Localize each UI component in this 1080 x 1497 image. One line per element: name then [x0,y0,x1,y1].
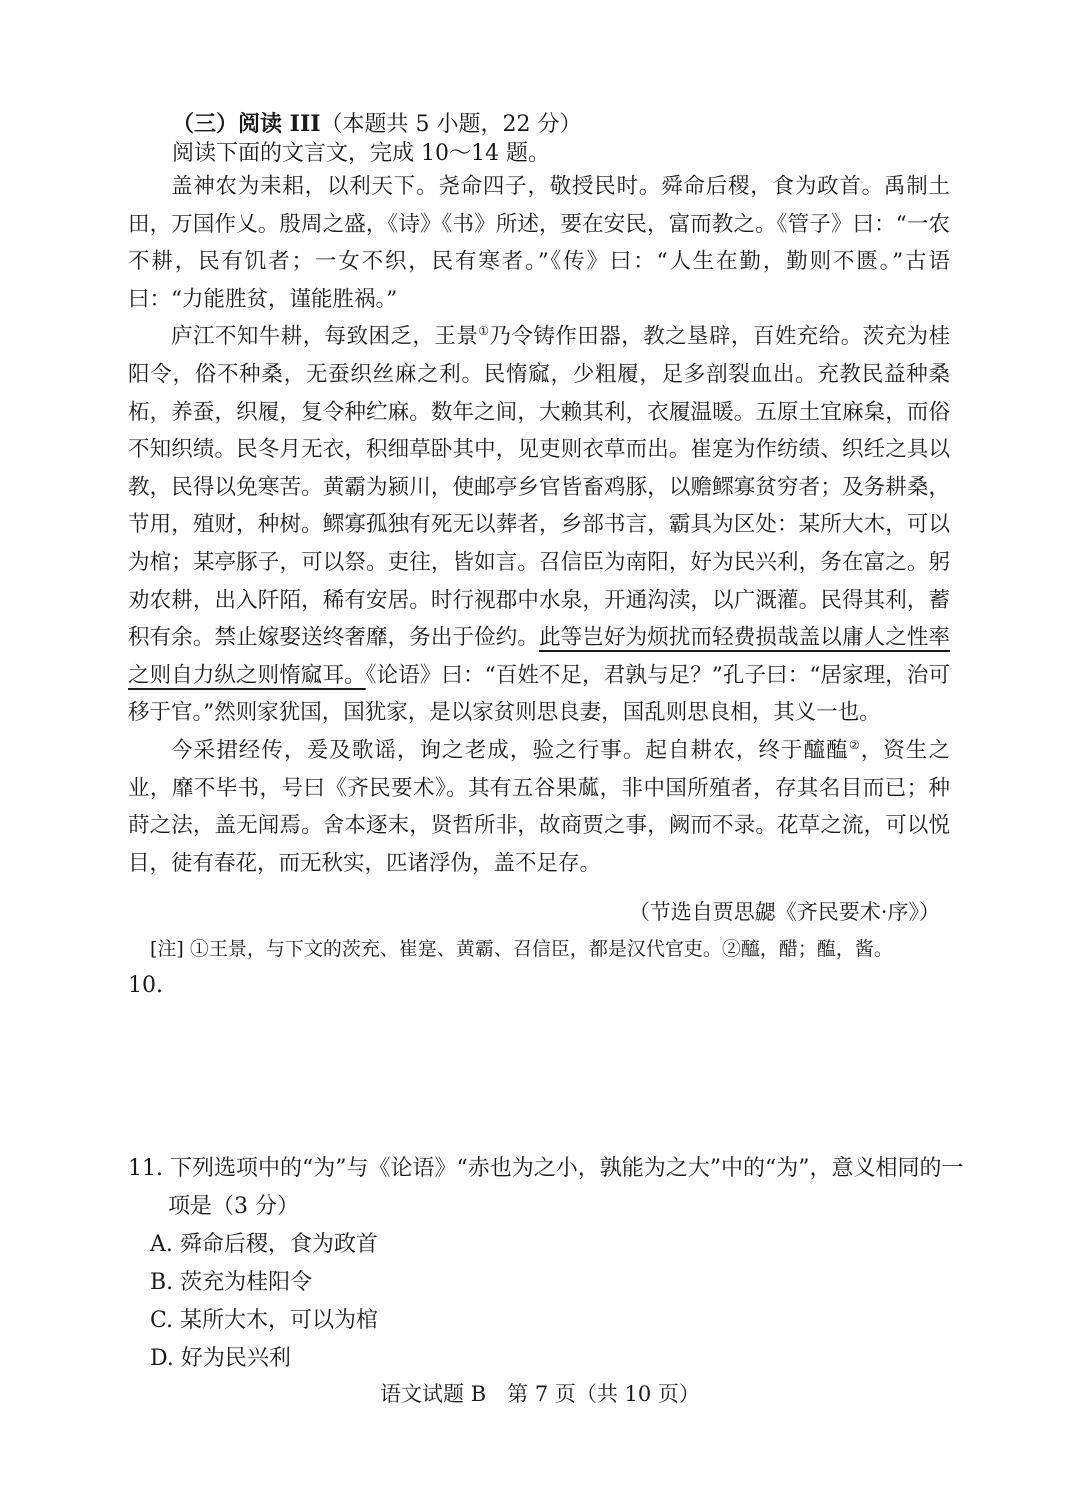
reading-instruction: 阅读下面的文言文，完成 10～14 题。 [172,141,550,166]
classical-chinese-passage [128,168,950,882]
question-11-stem-line-2: 项是（3 分） [168,1194,299,1219]
passage-paragraph-3-text-b: ，资生之业，靡不毕书，号曰《齐民要术》。其有五谷果蓏，非中国所殖者，存其名目而已；种莳之法，盖无闻焉。舍本逐末，贤哲所非，故商贾之事，阙而不录。花草之流，可以悦目，徒有春花，而无秋实，匹诸浮伪，盖不足存。 [128,737,950,876]
passage-paragraph-2-text-a: 庐江不知牛耕，每致困乏，王景 [171,324,479,350]
underlined-sentence: 此等岂好为烦扰而轻费损哉盖以庸人之性率之则自力纵之则惰窳耳。 [128,625,950,688]
question-10-number: 10. [128,973,163,998]
section-heading [172,108,582,141]
page-footer: 语文试题 B 第 7 页（共 10 页） [380,1382,700,1406]
footnote: [注] ①王景，与下文的茨充、崔寔、黄霸、召信臣，都是汉代官吏。②醯，醋；醢，酱。 [150,938,893,960]
question-11-stem-line-1: 11. 下列选项中的“为”与《论语》“赤也为之小，孰能为之大”中的“为”，意义相同的一 [128,1156,964,1181]
section-meta: （本题共 5 小题，22 分） [320,112,582,137]
section-part-label: （三）阅读 III [172,111,321,137]
passage-paragraph-2-text-c: 《论语》曰：“百姓不足，君孰与足？”孔子曰：“居家理，治可移于官。”然则家犹国，国犹家，是以家贫则思良妻，国乱则思良相，其义一也。 [128,662,950,726]
passage-paragraph-2-text-b: 乃令铸作田器，教之垦辟，百姓充给。茨充为桂阳令，俗不种桑，无蚕织丝麻之利。民惰窳，少粗履，足多剖裂血出。充教民益种桑柘，养蚕，织履，复令种纻麻。数年之间，大赖其利，衣履温暖。五原土宜麻枲，而俗不知织绩。民冬月无衣，积细草卧其中，见吏则衣草而出。崔寔为作纺绩、织纴之具以教，民得以免寒苦。黄霸为颍川，使邮亭乡官皆畜鸡豚，以赡鳏寡贫穷者；及务耕桑，节用，殖财，种树。鳏寡孤独有死无以葬者，乡部书言，霸具为区处：某所大木，可以为棺；某亭豚子，可以祭。吏往，皆如言。召信臣为南阳，好为民兴利，务在富之。躬劝农耕，出入阡陌，稀有安居。时行视郡中水泉，开通沟渎，以广溉灌。民得其利，蓄积有余。禁止嫁娶送终奢靡，务出于俭约。 [128,324,950,651]
option-a: A. 舜命后稷，食为政首 [150,1232,378,1257]
passage-paragraph-3 [128,732,950,882]
option-c: C. 某所大木，可以为棺 [150,1308,379,1333]
question-11-options [150,1226,378,1378]
option-b: B. 茨充为桂阳令 [150,1270,313,1295]
footnote-marker-1: ① [478,324,490,339]
passage-source: （节选自贾思勰《齐民要术·序》） [628,900,940,924]
passage-paragraph-2 [128,318,950,732]
question-11 [128,1150,964,1226]
option-d: D. 好为民兴利 [150,1346,291,1371]
footnote-marker-2: ② [848,737,861,752]
passage-paragraph-1: 盖神农为耒耜，以利天下。尧命四子，敬授民时。舜命后稷，食为政首。禹制土田，万国作乂。殷周之盛，《诗》《书》所述，要在安民，富而教之。《管子》曰：“一农不耕，民有饥者；一女不织，民有寒者。”《传》曰：“人生在勤，勤则不匮。”古语曰：“力能胜贫，谨能胜祸。” [128,174,950,312]
passage-paragraph-3-text-a: 今采捃经传，爰及歌谣，询之老成，验之行事。起自耕农，终于醯醢 [171,737,849,763]
